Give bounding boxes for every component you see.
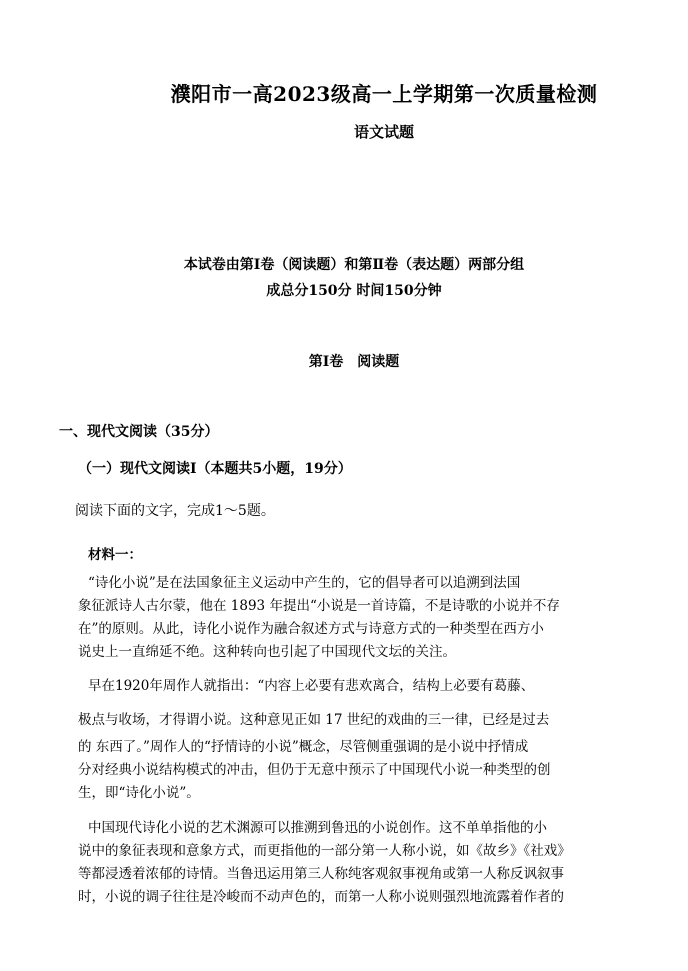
paragraph-2-line-5: 生，即“诗化小说”。 [78, 785, 200, 801]
volume-title: 第Ⅰ卷 阅读题 [308, 354, 400, 370]
section-title: 一、现代文阅读（35分） [59, 424, 219, 440]
material-label: 材料一： [88, 547, 142, 563]
exam-subtitle: 语文试题 [353, 123, 414, 141]
exam-title: 濮阳市一高2023级高一上学期第一次质量检测 [170, 82, 598, 106]
exam-note-line-2: 成总分150分 时间150分钟 [266, 283, 442, 299]
paragraph-1-line-3: 在”的原则。从此，诗化小说作为融合叙述方式与诗意方式的一种类型在西方小 [78, 621, 544, 637]
paragraph-2-line-3: 的 东西了。”周作人的“抒情诗的小说”概念，尽管侧重强调的是小说中抒情成 [78, 739, 529, 755]
paragraph-1-line-4: 说史上一直绵延不绝。这种转向也引起了中国现代文坛的关注。 [78, 644, 456, 660]
paragraph-2-line-1: 早在1920年周作人就指出：“内容上必要有悲欢离合，结构上必要有葛藤、 [88, 678, 535, 694]
paragraph-3-line-3: 等都浸透着浓郁的诗情。当鲁迅运用第三人称纯客观叙事视角或第一人称反讽叙事 [78, 866, 564, 882]
paragraph-2-line-2: 极点与收场，才得谓小说。这种意见正如 17 世纪的戏曲的三一律，已经是过去 [78, 712, 550, 728]
paragraph-1-line-2: 象征派诗人古尔蒙，他在 1893 年提出“小说是一首诗篇，不是诗歌的小说并不存 [78, 598, 560, 614]
paragraph-1-line-1: “诗化小说”是在法国象征主义运动中产生的，它的倡导者可以追溯到法国 [88, 575, 521, 591]
exam-note-line-1: 本试卷由第Ⅰ卷（阅读题）和第Ⅱ卷（表达题）两部分组 [183, 257, 525, 273]
instruction-text: 阅读下面的文字，完成1～5题。 [75, 503, 275, 519]
paragraph-3-line-1: 中国现代诗化小说的艺术渊源可以推溯到鲁迅的小说创作。这不单单指他的小 [88, 820, 547, 836]
paragraph-2-line-4: 分对经典小说结构模式的冲击，但仍于无意中预示了中国现代小说一种类型的创 [78, 762, 551, 778]
paragraph-3-line-4: 时，小说的调子往往是冷峻而不动声色的，而第一人称小说则强烈地流露着作者的 [78, 889, 564, 905]
paragraph-3-line-2: 说中的象征表现和意象方式，而更指他的一部分第一人称小说，如《故乡》《社戏》 [78, 843, 571, 859]
subsection-title: （一）现代文阅读Ⅰ（本题共5小题，19分） [78, 461, 352, 477]
